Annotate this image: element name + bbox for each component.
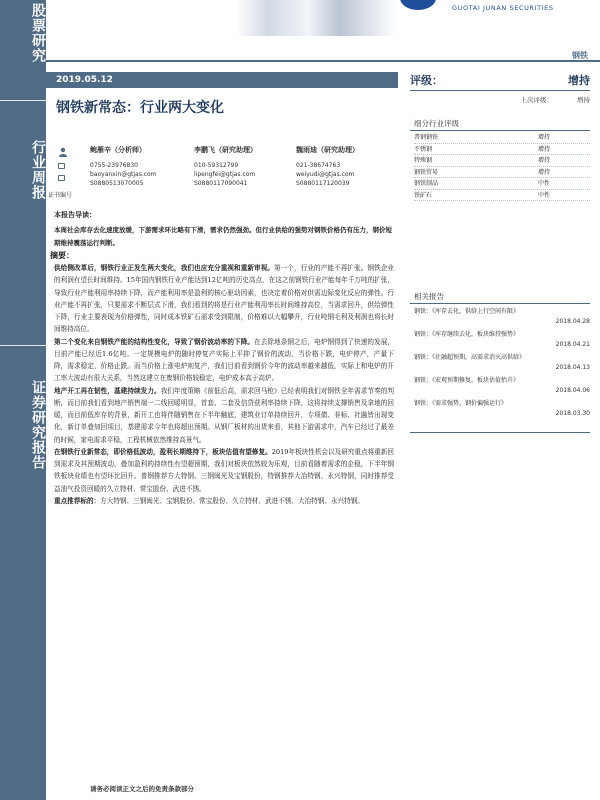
analyst-phone: 0755-23976830 [90,162,138,169]
table-row [414,132,590,144]
industry-name: 钢铁贸易 [414,168,439,176]
paragraph-text: 我们年度策略《前低后高，需求回马枪》已经表明我们对钢铁全年需求节奏的判断，而目前我们看到地产销售端一二线回暖明显，首套、二套及信贷获利率持续下降，这将持续支撑销售及拿地的回暖，而目前低库存的背景，新开工也将伴随销售在下半年触底，建筑业订单持续回升，专项债、非标、社融皆出现变化，新订单叠加回项目，基建需求今年也将超出预期。从钢厂板材的出货来看，其他下游需求中，汽车已经过了最差的时候，家电需求平稳，工程机械依然维持高景气。 [54,386,395,444]
summary-body [54,262,394,507]
band-label-middle: 行业周报 [30,140,46,200]
logo-mark-icon [400,0,436,10]
related-report-date: 2018.04.13 [555,364,590,371]
logo-text: GUOTAI JUNAN SECURITIES [452,4,554,12]
analyst-name: 魏雨迪（研究助理） [296,146,359,154]
industry-name: 铁矿石 [414,191,433,199]
industry-rating: 增持 [538,168,551,176]
analyst-cert: S0880513070005 [90,180,144,187]
section-rule [410,130,590,131]
industry-rating: 增持 [538,134,551,141]
summary-paragraph [54,385,394,446]
analyst-name: 鲍雁辛（分析师） [90,146,146,154]
section-rule [410,303,590,304]
sub-industry-table [414,132,590,201]
summary-paragraph [54,336,394,385]
phone-icon [58,163,65,169]
crystal-decoration [236,0,396,36]
related-report-date: 2018.04.28 [555,318,590,325]
related-report-title[interactable]: 钢铁：《库存去化，供给上行空间有限》 [414,308,520,315]
industry-rating: 中性 [538,180,551,187]
list-item[interactable] [414,352,590,375]
disclaimer-footer: 请务必阅读正文之后的免责条款部分 [90,785,194,793]
analyst-block [46,145,398,201]
related-report-date: 2018.03.30 [555,410,590,417]
previous-rating-label: 上次评级： [520,96,553,104]
summary-paragraph [54,446,394,495]
paragraph-text: 第一个，行业的产能不再扩张。钢铁企业的利润有望长时间维持。15年国内钢铁行业产能达到12亿吨的历史高点，在这之前钢铁行业产能每年千万吨的扩张，导致行业产能利用率持续下降，而产能利用率是盈利的核心驱动因素，也决定着价格对供需边际变化反应的弹性。行业产能不再扩张，只要需求不断层式下滑，我们看到的将是行业产能利用率长时间维持高位，当需求回升，供给弹性下降，行业主要表现为价格弹性，同时成本铁矿石需求受到限制，价格难以大幅攀升，行业吨钢毛利及利润也将长时间维持高位。 [54,264,394,334]
paragraph-lead: 第二个变化来自钢铁产能的结构性变化，导致了钢价波动率的下降。 [54,337,255,346]
analyst-email[interactable]: baoyanxin@gtjas.com [90,171,157,178]
related-report-date: 2018.04.06 [555,387,590,394]
brand-logo [400,0,600,16]
paragraph-text: 2019年板块性机会以及研究重点将重新回到需求及其预期波动，叠加盈利的持续性有望超预期，我们对板块依然较为乐观，目前看随着需求的企稳，下半年钢铁板块业绩也有望环比回升。普钢推荐方大特钢、三钢闽光及宝钢股份，特钢推荐大冶特钢、永兴特钢，同时推荐受益油气投资回暖的久立特材、常宝股份、武进不锈。 [54,447,395,493]
industry-rating: 增持 [538,157,551,164]
industry-rating: 中性 [538,191,551,199]
list-item[interactable] [414,329,590,352]
sub-industry-title: 细分行业评级 [414,119,459,128]
industry-rating: 增持 [538,145,551,153]
previous-rating-value: 增持 [577,96,590,104]
related-report-title[interactable]: 钢铁：《需求强势，钢价偏强运行》 [414,400,508,407]
analyst-cert: S0880117090041 [194,180,248,187]
paragraph-lead: 重点推荐标的： [54,496,101,505]
analyst-email[interactable]: weiyudi@gtjas.com [296,171,355,178]
related-report-date: 2018.04.21 [555,341,590,348]
band-divider [0,345,46,346]
analyst-phone: 021-38674763 [296,162,341,169]
list-item[interactable] [414,306,590,329]
summary-paragraph [54,262,394,336]
report-title: 钢铁新常态：行业两大变化 [56,100,224,116]
list-item[interactable] [414,375,590,398]
section-rule [410,432,590,433]
rating-box [410,72,590,104]
table-row [414,167,590,179]
category-label: 钢铁 [572,51,588,60]
person-icon [58,147,68,157]
rating-row [410,72,590,91]
table-row [414,144,590,156]
industry-name: 钢铁制品 [414,180,439,187]
analyst-email[interactable]: lipengfei@gtjas.com [194,171,256,178]
header-rule [46,60,600,62]
industry-name: 普钢钢铁 [414,134,439,141]
band-divider [0,100,46,101]
analyst-card [194,145,257,188]
paragraph-lead: 地产开工再在韧性，基建持续发力。 [54,386,161,395]
related-reports-list [414,306,590,421]
related-report-title[interactable]: 钢铁：《宏观预期修复，板块估值抬升》 [414,377,520,384]
rating-label: 评级： [410,74,443,87]
related-reports-title: 相关报告 [414,292,444,301]
related-report-title[interactable]: 钢铁：《社融超预期，高需求消灭高供给》 [414,354,526,361]
report-date: 2019.05.12 [46,72,398,88]
analyst-phone: 010-59312799 [194,162,239,169]
analyst-card [90,145,157,188]
paragraph-lead: 供给侧改革后，钢铁行业正发生两大变化，我们也应充分重视和重新审视。 [54,264,275,272]
analyst-name: 李鹏飞（研究助理） [194,146,257,154]
left-band [0,0,46,800]
list-item[interactable] [414,398,590,421]
rating-value: 增持 [568,74,590,87]
reading-guide-body: 本周社会库存去化速度放缓，下游需求环比略有下滑，需求仍然强劲。但行业供给的强势对钢铁价格仍有压力，钢价短期维持震荡运行判断。 [54,226,392,247]
table-row [414,178,590,190]
table-row [414,155,590,167]
mail-icon [58,175,65,181]
paragraph-text: 方大特钢、三钢闽光、宝钢股份、常宝股份、久立特材、武进不锈、大冶特钢、永兴特钢。 [100,496,364,505]
band-label-top: 股票研究 [30,3,46,63]
reading-guide-title: 本报告导读： [54,211,96,219]
analyst-card [296,145,359,188]
industry-name: 特殊钢 [414,157,433,164]
band-label-bottom: 证券研究报告 [30,380,46,470]
cert-label: 证书编号 [48,192,73,199]
industry-name: 不锈钢 [414,145,433,153]
paragraph-text: 在去除地条钢之后，电炉钢得到了快速的发展，目前产能已经近1.6亿吨。一定规模电炉的随时停复产实际上平抑了钢价的波动，当价格下跌，电炉停产，产量下降，需求稳定，价格止跌。而当价格上涨电炉则复产，我们目前看到钢价今年的波动率越来越低，实际上和电炉的开工率大波动有很大关系，当然这建立在废钢价格较稳定，电炉成本高于高炉。 [54,337,395,383]
paragraph-lead: 在钢铁行业新常态，即价格低波动，盈利长期维持下，板块估值有望修复。 [54,447,272,456]
summary-paragraph [54,495,394,507]
summary-label: 摘要： [50,251,74,260]
table-row [414,190,590,202]
analyst-cert: S0880117120039 [296,180,350,187]
related-report-title[interactable]: 钢铁：《库存继续去化，板块维持强势》 [414,331,520,338]
previous-rating [410,95,590,104]
